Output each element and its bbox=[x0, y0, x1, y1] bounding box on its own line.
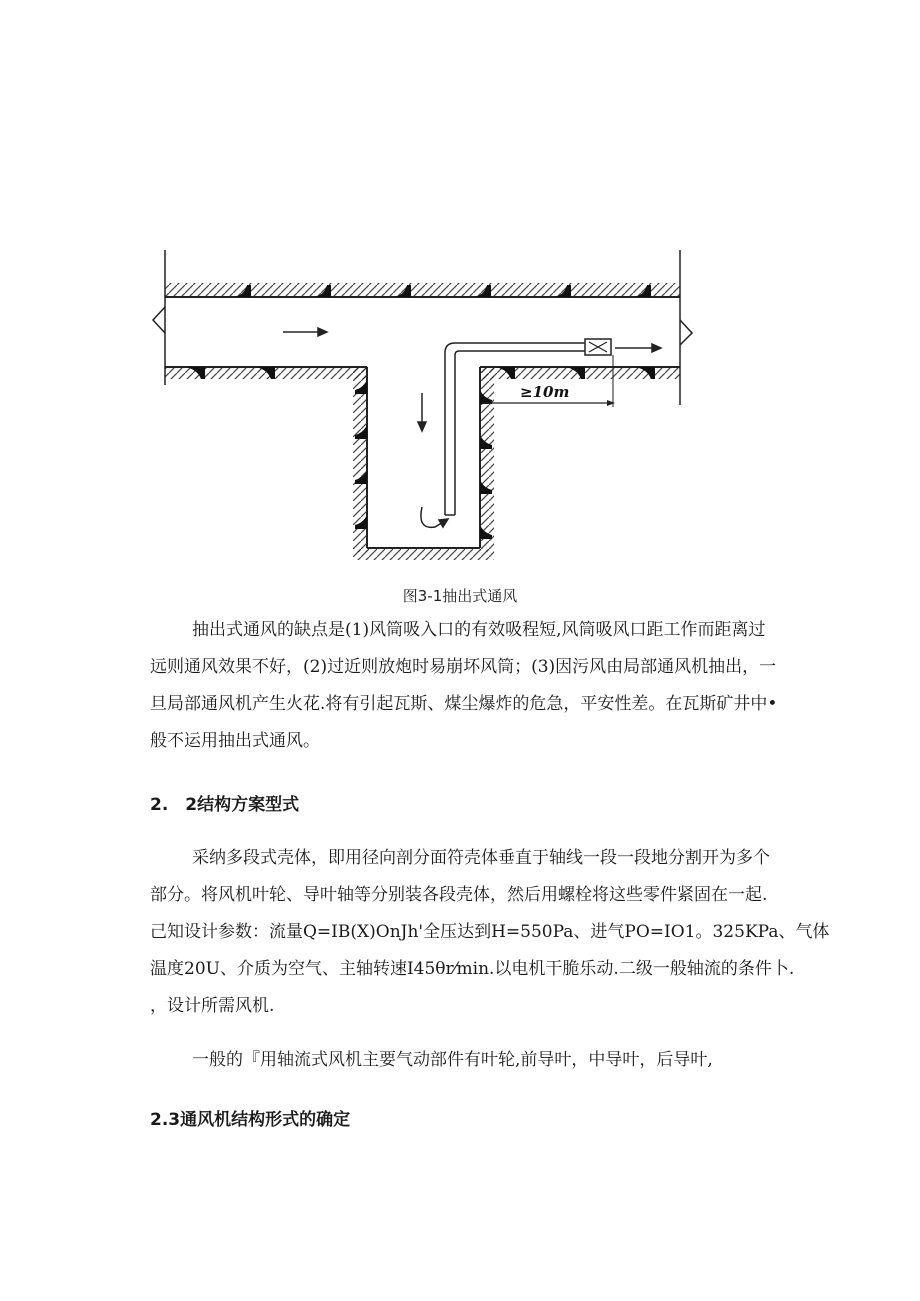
paragraph-components bbox=[150, 1042, 780, 1079]
airflow-arrow-main bbox=[283, 328, 327, 336]
text-line: 温度20U、介质为空气、主轴转速I45θr⁄min.以电机干脆乐动.二级一般轴流的条件卜. bbox=[150, 959, 795, 979]
airflow-arrow-intake bbox=[421, 507, 448, 527]
right-break-mark bbox=[680, 320, 692, 345]
text-line: 采纳多段式壳体，即用径向剖分面符壳体垂直于轴线一段一段地分割开为多个 bbox=[192, 848, 770, 868]
section-heading-2-2: 2. 2结构方案型式 bbox=[150, 795, 300, 815]
text-line: 抽出式通风的缺点是(1)风筒吸入口的有效吸程短,风筒吸风口距工作而距离过 bbox=[192, 620, 766, 640]
branch-wall-marks bbox=[355, 380, 492, 539]
paragraph-drawbacks bbox=[150, 612, 780, 760]
figure-caption: 图3-1抽出式通风 bbox=[402, 587, 518, 605]
airflow-arrow-exhaust bbox=[615, 344, 661, 352]
section-heading-2-3: 2.3通风机结构形式的确定 bbox=[150, 1110, 351, 1130]
text-line: 远则通风效果不好，(2)过近则放炮时易崩坏风筒；(3)因污风由局部通风机抽出，一 bbox=[150, 657, 777, 677]
text-line: 部分。将风机叶轮、导叶轴等分别装各段壳体，然后用螺栓将这些零件紧固在一起. bbox=[150, 885, 768, 905]
text-line: 旦局部通风机产生火花.将有引起瓦斯、煤尘爆炸的危急，平安性差。在瓦斯矿井中• bbox=[150, 694, 778, 714]
airflow-arrow-branch bbox=[418, 393, 426, 431]
text-line: 一般的『用轴流式风机主要气动部件有叶轮,前导叶，中导叶，后导叶, bbox=[192, 1050, 713, 1070]
left-break-mark bbox=[153, 307, 165, 333]
text-line: ，设计所需风机. bbox=[150, 996, 275, 1016]
paragraph-structure bbox=[150, 840, 830, 1025]
dimension-label: ≥10m bbox=[520, 383, 570, 401]
ventilation-diagram bbox=[145, 245, 705, 575]
text-line: 般不运用抽出式通风。 bbox=[150, 731, 320, 751]
text-line: 己知设计参数：流量Q=IB(X)OnJh'全压达到H=550Pa、进气PO=IO1。325KPa、气体 bbox=[150, 922, 830, 942]
